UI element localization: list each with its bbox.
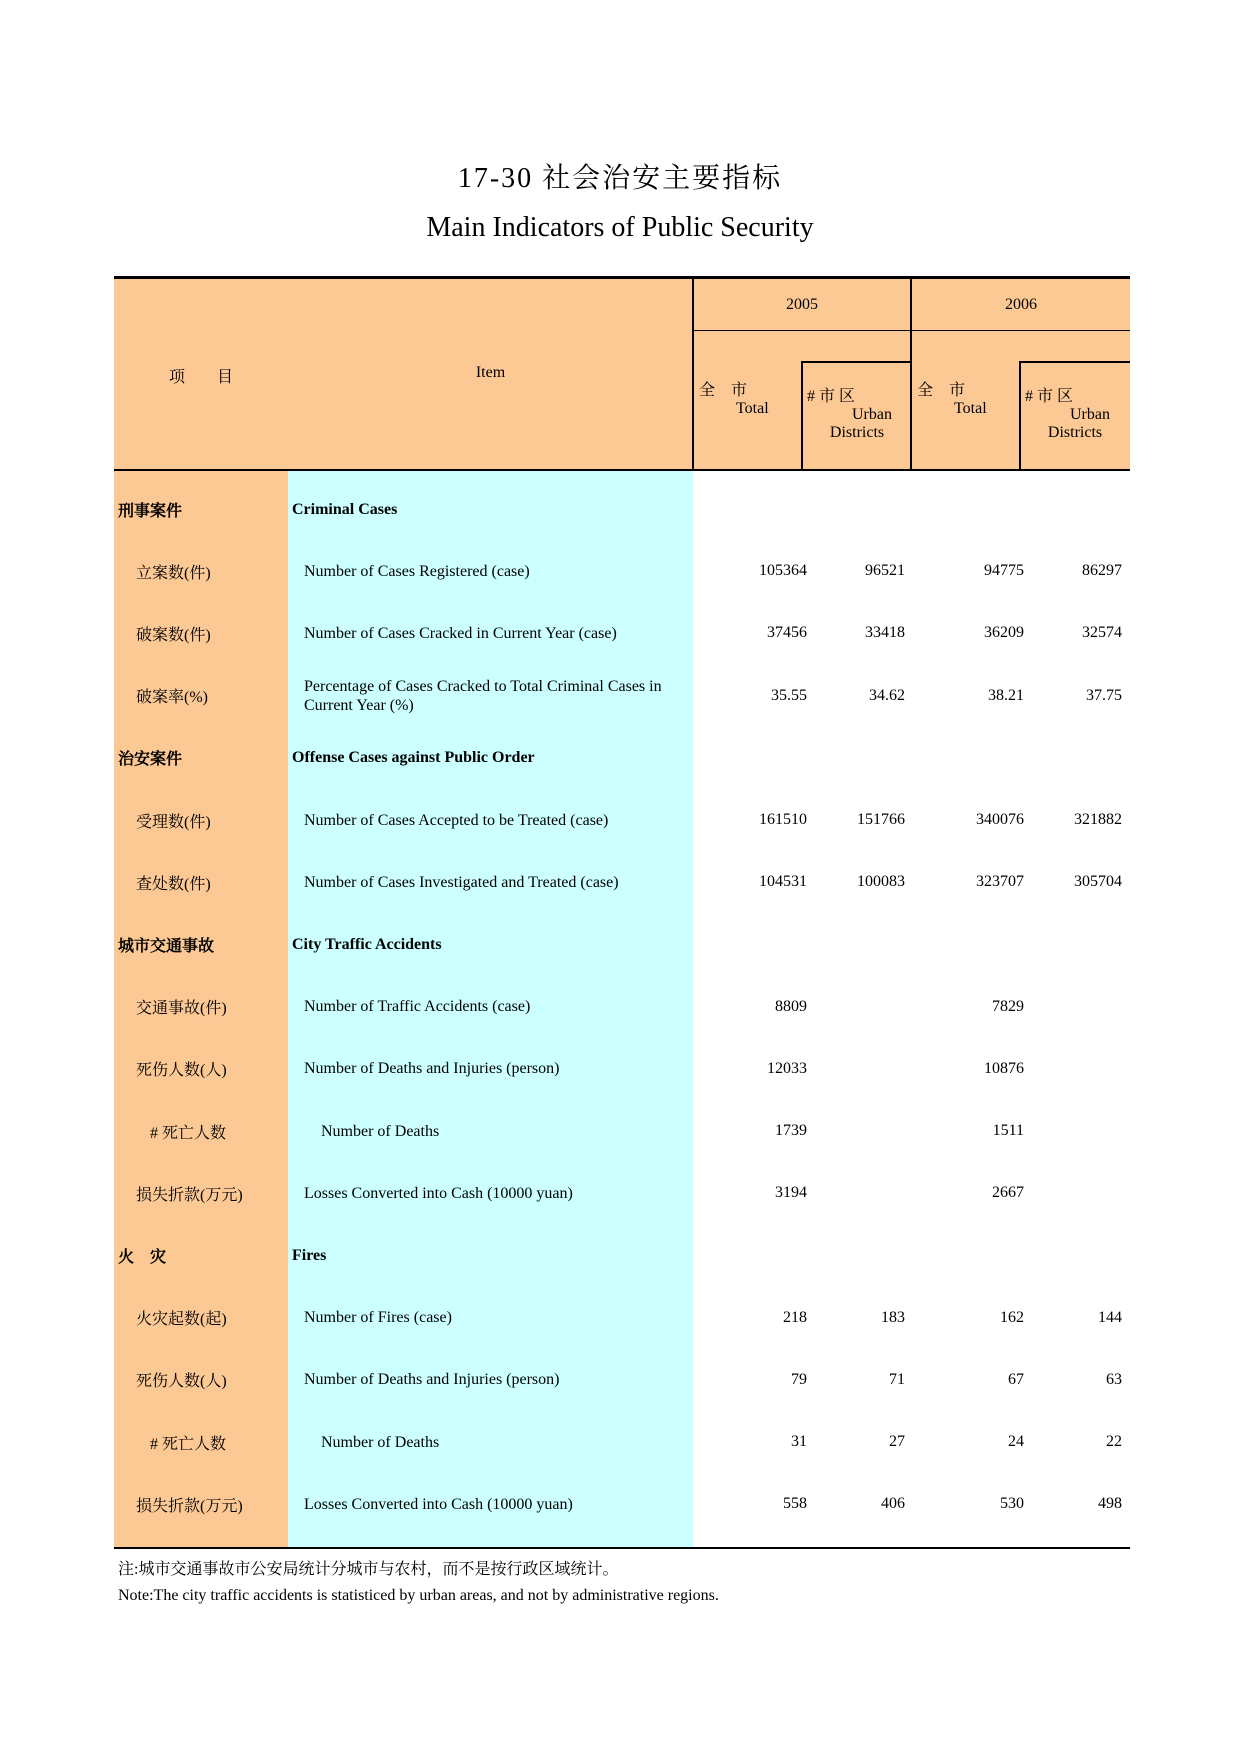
header-urban-cn: # 市 区 <box>1025 388 1074 405</box>
value-cell: 94775 <box>984 562 1024 580</box>
value-cell: 1739 <box>775 1122 807 1139</box>
table-row <box>114 1411 1130 1473</box>
row-label-cn: 受理数(件) <box>136 813 211 831</box>
row-label-cn: 破案数(件) <box>136 626 211 644</box>
value-cell: 183 <box>881 1308 905 1326</box>
section-row <box>114 478 1130 540</box>
header-urban-en: Urban <box>1070 406 1110 423</box>
note-cn: 注:城市交通事故市公安局统计分城市与农村，而不是按行政区域统计。 <box>118 1561 619 1578</box>
value-cell: 86297 <box>1082 562 1122 580</box>
value-cell: 24 <box>1008 1433 1024 1450</box>
value-cell: 218 <box>783 1308 807 1326</box>
value-cell <box>805 1038 905 1100</box>
row-label-en: Number of Deaths <box>321 1122 440 1140</box>
header-year-rule <box>694 330 1130 331</box>
row-label-cn: 死伤人数(人) <box>136 1373 227 1391</box>
row-label-en: Fires <box>292 1246 327 1264</box>
value-cell <box>924 478 1024 540</box>
table-row <box>114 1287 1130 1349</box>
value-cell: 67 <box>1008 1370 1024 1388</box>
value-cell: 161510 <box>759 811 807 828</box>
value-cell: 498 <box>1098 1495 1122 1513</box>
row-label-en: Losses Converted into Cash (10000 yuan) <box>304 1495 573 1513</box>
table-row <box>114 665 1130 727</box>
value-cell <box>1022 1100 1122 1162</box>
value-cell: 96521 <box>865 562 905 580</box>
value-cell <box>805 1224 905 1286</box>
value-cell <box>707 478 807 540</box>
value-cell: 36209 <box>984 624 1024 642</box>
value-cell: 104531 <box>759 873 807 891</box>
header-year-2005: 2005 <box>786 296 818 313</box>
value-cell: 12033 <box>767 1059 807 1077</box>
value-cell: 151766 <box>857 811 905 828</box>
value-cell <box>707 727 807 789</box>
row-label-en: Number of Cases Registered (case) <box>304 562 530 580</box>
value-cell: 340076 <box>976 811 1024 828</box>
table-row <box>114 1100 1130 1162</box>
row-label-cn: 破案率(%) <box>136 689 208 707</box>
header-urban-cn: # 市 区 <box>807 388 856 405</box>
header-divider <box>1019 361 1021 470</box>
row-label-en: Number of Cases Investigated and Treated (case) <box>304 873 619 891</box>
value-cell: 100083 <box>857 873 905 891</box>
value-cell: 530 <box>1000 1495 1024 1513</box>
value-cell: 71 <box>889 1370 905 1388</box>
value-cell: 37.75 <box>1086 686 1122 704</box>
value-cell <box>805 913 905 975</box>
value-cell <box>805 1162 905 1224</box>
header-urban-rule <box>802 361 910 363</box>
row-label-en: Offense Cases against Public Order <box>292 749 535 767</box>
table-row <box>114 1162 1130 1224</box>
value-cell <box>1022 1162 1122 1224</box>
value-cell: 3194 <box>775 1184 807 1202</box>
value-cell: 406 <box>881 1495 905 1513</box>
value-cell: 321882 <box>1074 811 1122 828</box>
note-en: Note:The city traffic accidents is statisticed by urban areas, and not by administrative regions. <box>118 1587 719 1604</box>
value-cell: 2667 <box>992 1184 1024 1202</box>
table-row <box>114 1349 1130 1411</box>
row-label-cn: 查处数(件) <box>136 875 211 893</box>
row-label-cn: 立案数(件) <box>136 564 211 582</box>
value-cell: 37456 <box>767 624 807 642</box>
value-cell: 10876 <box>984 1059 1024 1077</box>
row-label-en: Number of Traffic Accidents (case) <box>304 998 531 1016</box>
header-total-cn: 全 市 <box>699 382 748 399</box>
row-label-cn: 火灾起数(起) <box>136 1311 227 1329</box>
value-cell: 63 <box>1106 1370 1122 1388</box>
value-cell: 35.55 <box>771 686 807 704</box>
value-cell <box>924 727 1024 789</box>
value-cell <box>924 913 1024 975</box>
value-cell <box>707 913 807 975</box>
value-cell: 79 <box>791 1370 807 1388</box>
row-label-cn: 死伤人数(人) <box>136 1062 227 1080</box>
value-cell: 558 <box>783 1495 807 1513</box>
table-row <box>114 602 1130 664</box>
value-cell: 22 <box>1106 1433 1122 1450</box>
row-label-en: Number of Cases Accepted to be Treated (case) <box>304 811 609 829</box>
header-urban-en: Districts <box>1047 424 1103 441</box>
row-label-cn: 城市交通事故 <box>118 937 215 955</box>
row-label-en: Number of Cases Cracked in Current Year (case) <box>304 624 617 642</box>
value-cell: 32574 <box>1082 624 1122 642</box>
table-row <box>114 976 1130 1038</box>
header-divider <box>801 361 803 470</box>
header-total-cn: 全 市 <box>917 382 966 399</box>
value-cell: 27 <box>889 1433 905 1450</box>
row-label-en: City Traffic Accidents <box>292 935 442 953</box>
header-total-en: Total <box>736 400 769 417</box>
value-cell: 34.62 <box>869 686 905 704</box>
value-cell <box>707 1224 807 1286</box>
value-cell <box>1022 976 1122 1038</box>
value-cell <box>1022 478 1122 540</box>
row-label-en: Losses Converted into Cash (10000 yuan) <box>304 1184 573 1202</box>
table-row <box>114 1038 1130 1100</box>
value-cell <box>1022 1224 1122 1286</box>
row-label-cn: 火 灾 <box>118 1248 167 1266</box>
header-urban-en: Urban <box>852 406 892 423</box>
row-label-cn: 刑事案件 <box>118 502 183 520</box>
value-cell: 144 <box>1098 1308 1122 1326</box>
row-label-en: Number of Deaths and Injuries (person) <box>304 1371 560 1389</box>
value-cell <box>805 478 905 540</box>
value-cell: 323707 <box>976 873 1024 891</box>
header-item-cn: 项 目 <box>168 369 233 386</box>
value-cell: 1511 <box>992 1122 1024 1139</box>
row-label-cn: # 死亡人数 <box>150 1124 227 1142</box>
row-label-cn: 损失折款(万元) <box>136 1497 243 1515</box>
value-cell <box>805 727 905 789</box>
value-cell <box>924 1224 1024 1286</box>
header-year-2006: 2006 <box>1005 296 1037 313</box>
row-label-cn: 治安案件 <box>118 751 183 769</box>
table-row <box>114 851 1130 913</box>
value-cell <box>1022 913 1122 975</box>
page-title-cn: 17-30 社会治安主要指标 <box>457 163 783 194</box>
row-label-en: Number of Fires (case) <box>304 1309 452 1327</box>
table-bottom-border <box>114 1547 1130 1549</box>
value-cell: 31 <box>791 1433 807 1450</box>
value-cell: 33418 <box>865 624 905 642</box>
page-title-en: Main Indicators of Public Security <box>426 212 814 243</box>
value-cell <box>1022 1038 1122 1100</box>
table-row <box>114 1473 1130 1535</box>
row-label-en: Number of Deaths and Injuries (person) <box>304 1060 560 1078</box>
row-label-cn: 交通事故(件) <box>136 1000 227 1018</box>
row-label-cn: 损失折款(万元) <box>136 1186 243 1204</box>
table-row <box>114 540 1130 602</box>
row-label-en: Number of Deaths <box>321 1433 440 1451</box>
value-cell: 305704 <box>1074 873 1122 891</box>
value-cell: 105364 <box>759 562 807 580</box>
row-label-en: Percentage of Cases Cracked to Total Criminal Cases in Current Year (%) <box>304 677 662 714</box>
value-cell: 7829 <box>992 997 1024 1015</box>
header-total-en: Total <box>954 400 987 417</box>
row-label-cn: # 死亡人数 <box>150 1435 227 1453</box>
value-cell <box>805 1100 905 1162</box>
section-row <box>114 727 1130 789</box>
table-row <box>114 789 1130 851</box>
value-cell: 8809 <box>775 997 807 1015</box>
value-cell: 162 <box>1000 1308 1024 1326</box>
header-urban-rule <box>1020 361 1130 363</box>
row-label-en: Criminal Cases <box>292 500 398 518</box>
section-row <box>114 913 1130 975</box>
value-cell <box>805 976 905 1038</box>
section-row <box>114 1224 1130 1286</box>
header-urban-en: Districts <box>829 424 885 441</box>
header-item-en: Item <box>475 364 506 381</box>
value-cell: 38.21 <box>988 686 1024 704</box>
value-cell <box>1022 727 1122 789</box>
